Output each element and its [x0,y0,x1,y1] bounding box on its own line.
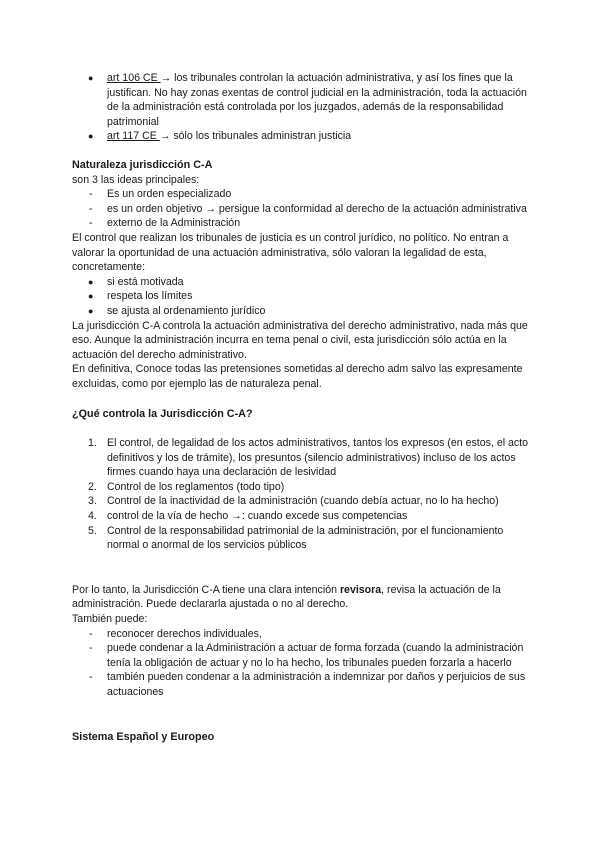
dash-marker: - [89,642,93,655]
document-page [72,71,532,744]
dash-marker: - [89,627,93,640]
article-link[interactable]: art 106 CE [107,72,161,84]
bullet-icon: ● [88,131,94,142]
list-item [72,129,532,144]
list-item [72,480,532,495]
list-item-text: externo de la Administración [107,217,241,230]
section-heading: Naturaleza jurisdicción C-A [72,158,213,171]
bullet-icon: ● [88,73,94,83]
list-item [72,641,532,670]
list-item-text: El control, de legalidad de los actos administrativos, tantos los expresos (en estos, el acto definitivos y los de trámite), los presuntos (silencio administrativos) incluso de los actos firmes cuando haya una declaración de lesividad [107,437,529,479]
criteria-list [72,275,532,319]
dash-marker: - [89,217,93,230]
paragraph: La jurisdicción C-A controla la actuación administrativa del derecho administrativo, nada más que eso. Aunque la administración incurra en tema penal o civil, esta jurisdicción sólo actúa en la actuación del derecho administrativo. [72,319,528,361]
list-item [72,187,532,202]
list-item-text: se ajusta al ordenamiento jurídico [107,304,266,317]
list-number: 2. [88,480,97,493]
list-item-text: reconocer derechos individuales, [107,627,262,640]
list-number: 3. [88,495,97,508]
paragraph: También puede: [72,613,148,625]
list-item [72,202,532,217]
dash-marker: - [89,671,93,684]
text-span: Por lo tanto, la Jurisdicción C-A tiene una clara intención [72,583,340,596]
list-item-text: respeta los límites [107,290,193,303]
paragraph [72,583,532,612]
list-item-text: control de la vía de hecho →: cuando excede sus competencias [107,510,408,523]
dash-marker: - [89,188,93,201]
bold-term: revisora [339,583,382,596]
section-heading: Sistema Español y Europeo [72,730,215,743]
list-item-text: es un orden objetivo → persigue la conformidad al derecho de la actuación administrativa [107,202,527,215]
powers-list [72,627,532,700]
list-item-text: si está motivada [107,275,184,288]
list-number: 4. [88,510,97,523]
bullet-icon: ● [88,276,94,287]
bullet-icon: ● [88,291,94,302]
list-item-text: Control de la responsabilidad patrimonial de la administración, por el funcionamiento normal o anormal de los servicios públicos [107,524,504,552]
list-item-text: → sólo los tribunales administran justicia [159,130,352,143]
list-item [72,216,532,231]
list-item [72,670,532,699]
bullet-icon: ● [88,305,94,316]
list-number: 1. [88,437,97,450]
list-item [72,627,532,642]
dash-marker: - [89,202,93,215]
list-item-text: puede condenar a la Administración a actuar de forma forzada (cuando la administración tenía la obligación de actuar y no lo ha hecho, los tribunales pueden forzarla a hacerlo [107,642,524,669]
paragraph: son 3 las ideas principales: [72,173,200,186]
ideas-list [72,187,532,231]
text-span: , revisa la actuación de la administración. Puede declararla ajustada o no al derecho. [72,583,501,611]
list-item [72,494,532,509]
list-item-text: → los tribunales controlan la actuación administrativa, y así los fines que la justifican. No hay zonas exentas de control judicial en la administración, toda la actuación de la administración está controlada por los juzgados, además de la responsabilidad patrimonial [107,72,527,128]
list-item [72,509,532,524]
article-link[interactable]: art 117 CE [107,130,160,143]
list-item-text: Control de la inactividad de la administración (cuando debía actuar, no lo ha hecho) [107,495,499,508]
section-heading: ¿Qué controla la Jurisdicción C-A? [72,408,253,421]
article-list [72,71,532,144]
list-item [72,524,532,553]
list-item [72,275,532,290]
list-item-text: Control de los reglamentos (todo tipo) [107,480,285,493]
list-number: 5. [88,524,97,537]
list-item [72,71,532,129]
list-item-text: Es un orden especializado [107,188,232,201]
list-item [72,436,532,480]
paragraph: El control que realizan los tribunales de justicia es un control jurídico, no político. No entran a valorar la oportunidad de una actuación administrativa, sólo valoran la legalidad de esta, concretamente: [72,231,509,274]
controls-list [72,436,532,553]
list-item-text: también pueden condenar a la administración a indemnizar por daños y perjuicios de sus actuaciones [107,671,526,698]
paragraph: En definitiva, Conoce todas las pretensiones sometidas al derecho adm salvo las expresamente excluidas, como por ejemplo las de naturaleza penal. [72,363,523,390]
list-item [72,304,532,319]
list-item [72,289,532,304]
